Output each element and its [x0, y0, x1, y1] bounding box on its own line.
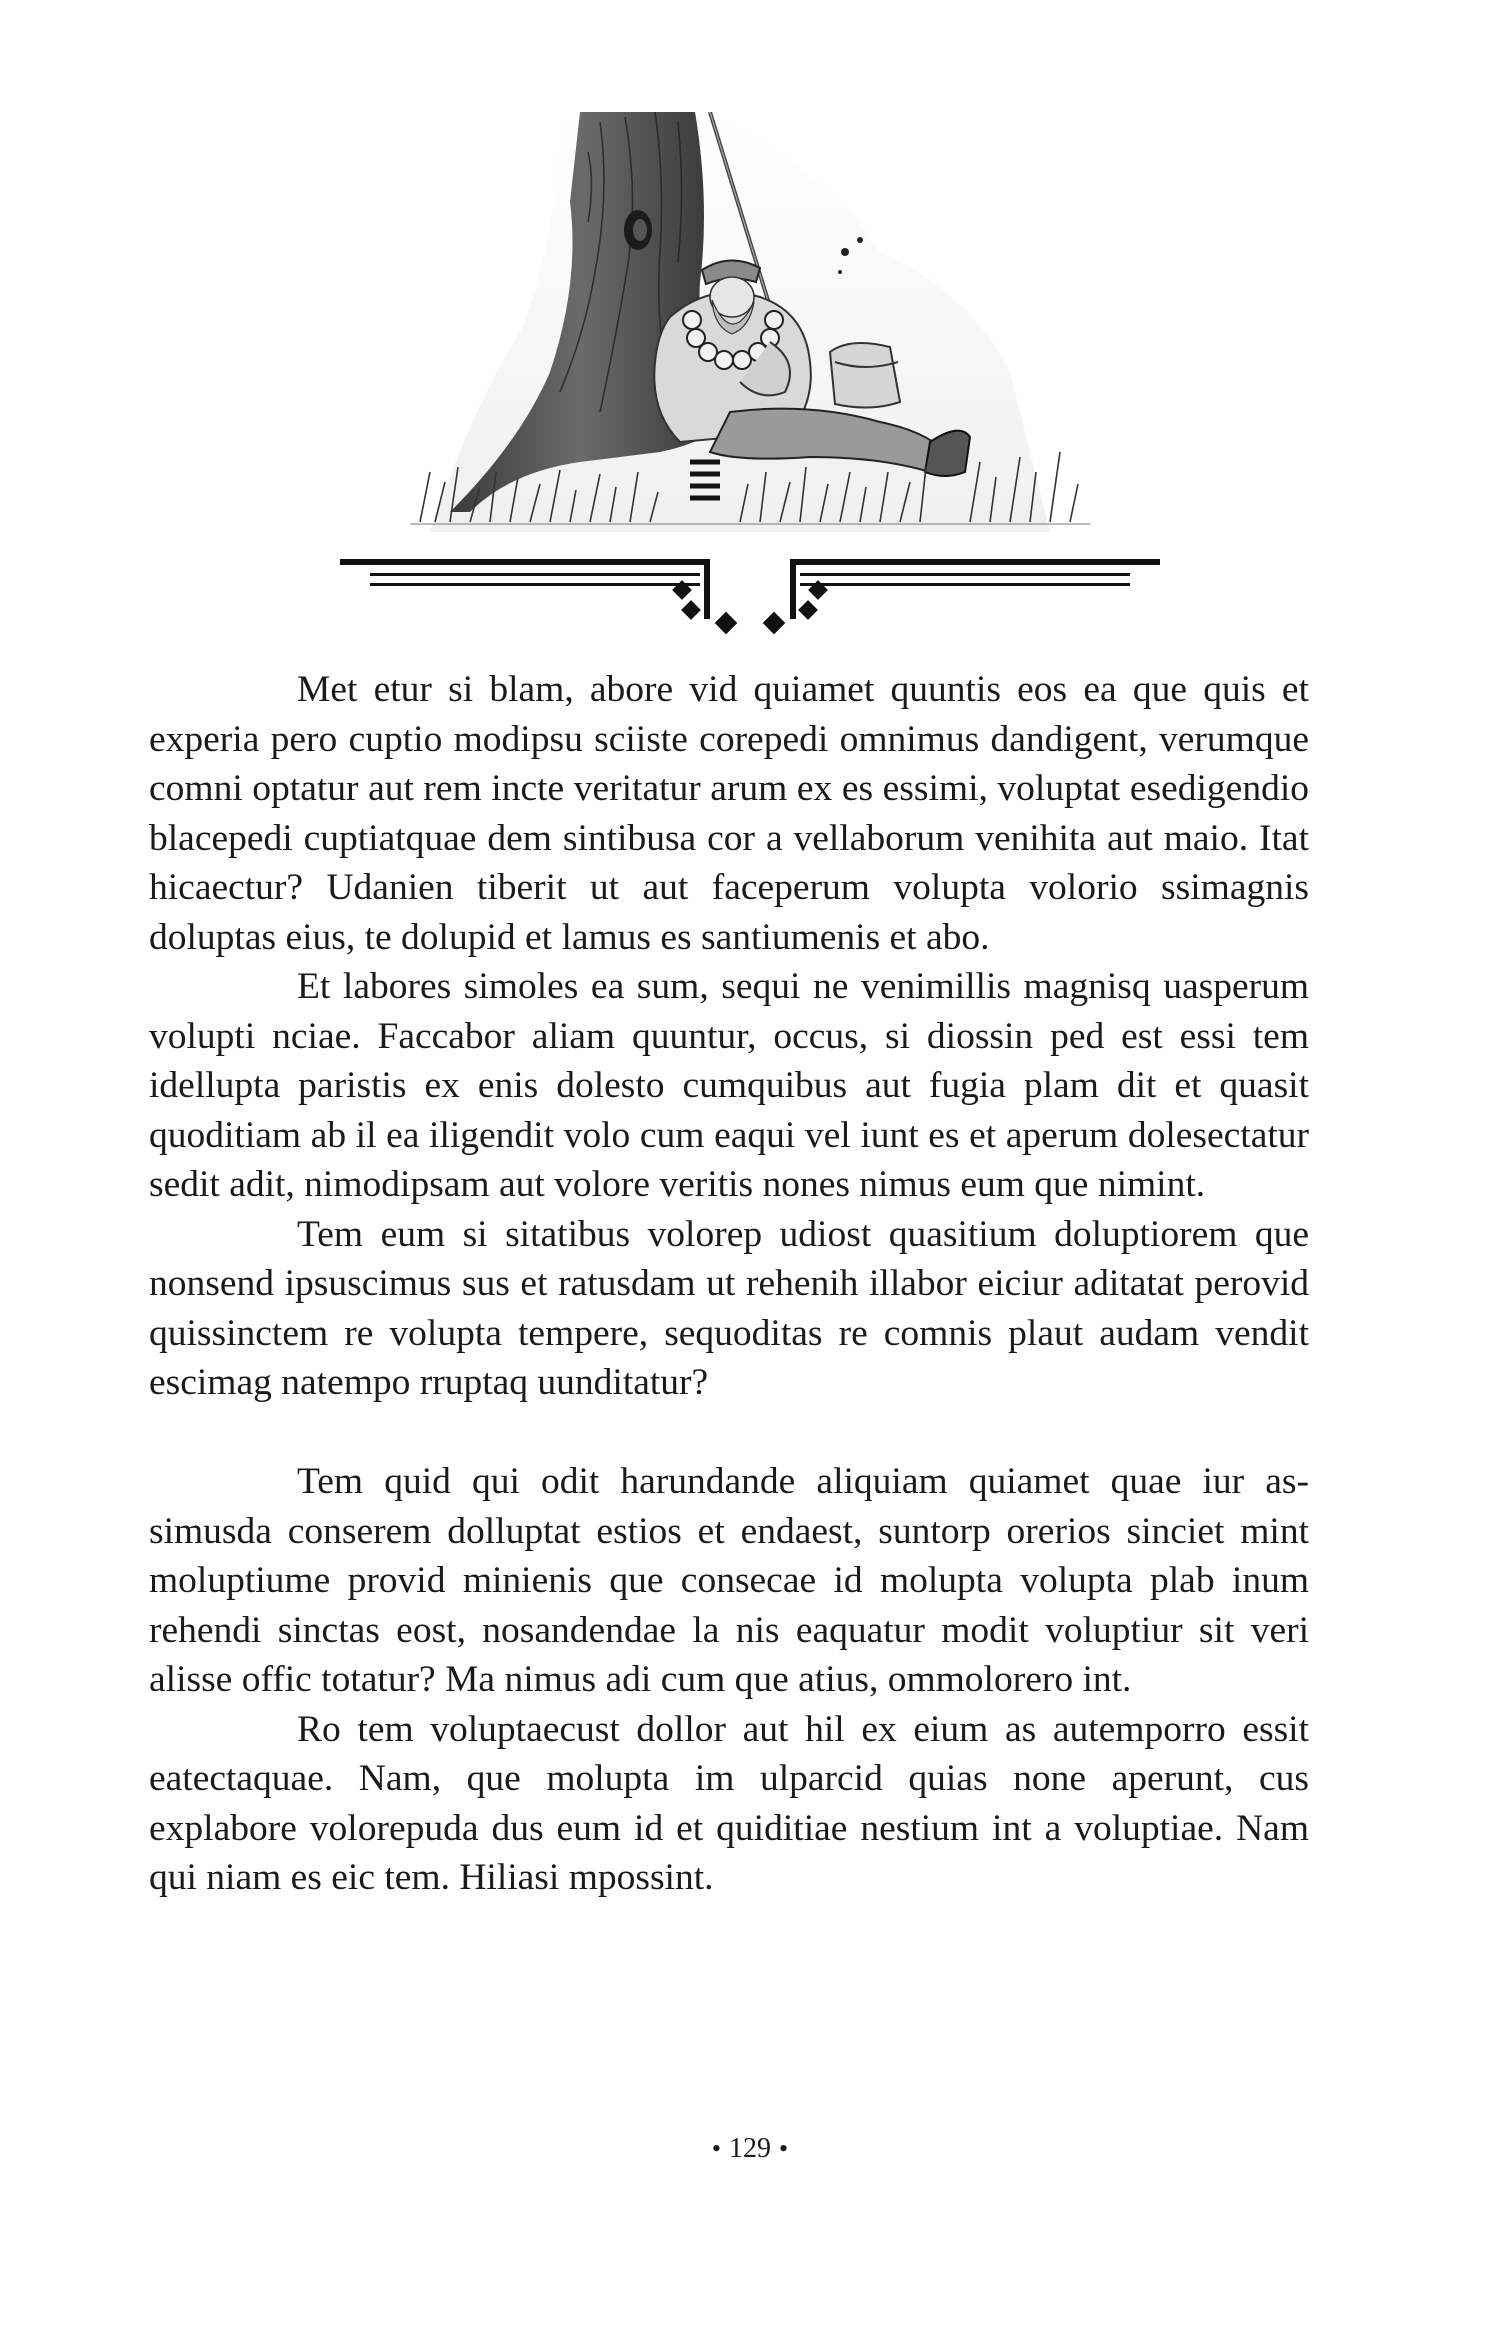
ornamental-divider [330, 555, 1170, 645]
folio-bullet-right: • [779, 2134, 789, 2163]
chapter-illustration [410, 112, 1090, 532]
satchel [830, 343, 900, 408]
page-number-footer [0, 2133, 1500, 2165]
paragraph-5: Ro tem voluptaecust dollor aut hil ex eium as autemporro essit eatectaquae. Nam, que molupta im ulparcid quias none aperunt, cus explabore volorepuda dus eum id et quiditiae nestium int a voluptiae. Nam qui niam es eic tem. Hiliasi mpossint. [149, 1708, 1309, 1898]
body-text [149, 665, 1309, 1903]
paragraph-2: Et labores simoles ea sum, sequi ne venimillis magnisq uasperum volupti nciae. Faccabor aliam quuntur, occus, si diossin ped est essi tem idellupta paristis ex enis dolesto cumquibus aut fugia plam dit et quasit quoditiam ab il ea iligendit volo cum eaqui vel iunt es et aperum dolesectatur sedit adit, nimodipsam aut volore veritis nones nimus eum que nimint. [149, 966, 1309, 1205]
paragraph-4: Tem quid qui odit harundande aliquiam quiamet quae iur assimusda conserem dolluptat estios et endaest, suntorp orerios sinciet mint moluptiume provid minienis que consecae id molupta volupta plab inum rehendi sinctas eost, nosandendae la nis eaquatur modit voluptiur sit veri alisse offic totatur? Ma nimus adi cum que atius, ommolorero int. [149, 1461, 1309, 1700]
paragraph-1: Met etur si blam, abore vid quiamet quuntis eos ea que quis et experia pero cuptio modipsu sciiste corepedi omnimus dandigent, verumque comni optatur aut rem incte veritatur arum ex es essimi, voluptat esedigendio blacepedi cuptiatquae dem sintibusa cor a vellaborum venihita aut maio. Itat hicaectur? Udanien tiberit ut aut faceperum volupta volorio ssimagnis doluptas eius, te dolupid et lamus es santiumenis et abo. [149, 669, 1309, 958]
paragraph-3: Tem eum si sitatibus volorep udiost quasitium doluptiorem que nonsend ipsuscimus sus et ratusdam ut rehenih illabor eiciur aditatat perovid quissinctem re volupta tempere, sequoditas re comnis plaut audam vendit escimag natempo rruptaq uunditatur? [149, 1213, 1309, 1403]
page-number: 129 [729, 2133, 771, 2164]
folio-bullet-left: • [711, 2134, 721, 2163]
